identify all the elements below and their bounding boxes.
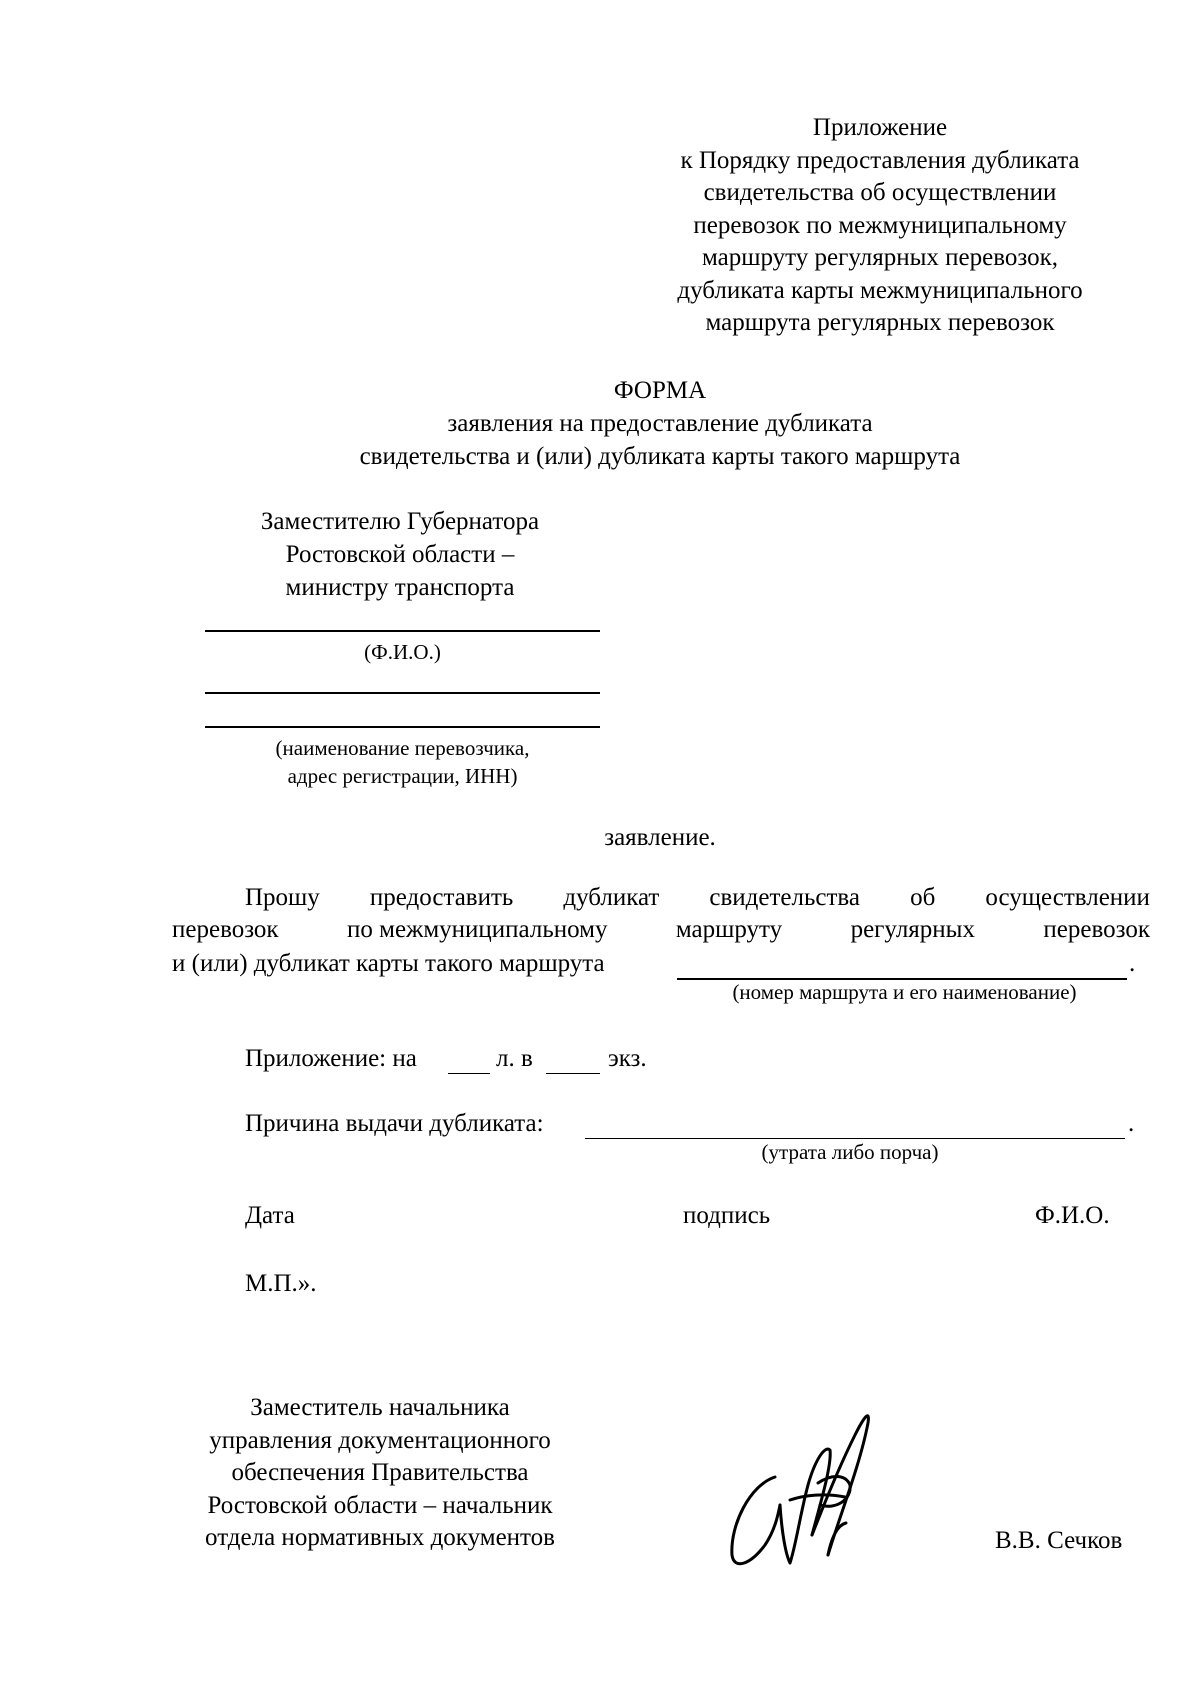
request-word: перевозок — [1043, 916, 1150, 943]
attachment-suffix: экз. — [608, 1045, 647, 1072]
appendix-line: перевозок по межмуниципальному — [693, 211, 1067, 239]
fio-label: Ф.И.О. — [1035, 1202, 1110, 1229]
reason-label: Причина выдачи дубликата: — [245, 1110, 544, 1137]
stamp-mark: М.П.». — [245, 1270, 317, 1297]
attachment-mid: л. в — [496, 1045, 533, 1072]
statement-word: заявление. — [604, 824, 716, 851]
form-subtitle-line: заявления на предоставление дубликата — [447, 410, 873, 437]
addressee-line: Ростовской области – — [285, 541, 515, 568]
signatory-title-line: управления документационного — [209, 1426, 551, 1454]
request-word: Прошу — [245, 884, 320, 911]
carrier-blank-line-2[interactable] — [205, 726, 600, 728]
attachment-prefix: Приложение: на — [245, 1045, 417, 1072]
appendix-line: маршруту регулярных перевозок, — [702, 244, 1058, 271]
route-caption: (номер маршрута и его наименование) — [732, 980, 1077, 1004]
request-line-2 — [172, 916, 1150, 944]
request-word: перевозок — [172, 916, 279, 943]
request-word: об — [910, 884, 936, 911]
route-end-period: . — [1129, 950, 1136, 977]
request-word: по межмуниципальному — [347, 916, 608, 943]
signatory-title-line: Ростовской области – начальник — [207, 1491, 553, 1519]
request-word: регулярных — [850, 916, 975, 943]
date-label: Дата — [245, 1202, 295, 1229]
request-word: дубликат — [563, 884, 660, 911]
appendix-line: Приложение — [812, 114, 948, 141]
request-line-1 — [245, 884, 1150, 912]
appendix-line: к Порядку предоставления дубликата — [680, 146, 1080, 174]
appendix-line: дубликата карты межмуниципального — [677, 276, 1083, 304]
carrier-caption-line: адрес регистрации, ИНН) — [287, 764, 518, 788]
request-word: предоставить — [369, 884, 514, 911]
carrier-caption-line: (наименование перевозчика, — [275, 736, 530, 760]
request-word: осуществлении — [985, 884, 1150, 911]
attachment-copies-blank[interactable] — [546, 1073, 600, 1074]
request-word: маршруту — [675, 916, 783, 943]
addressee-line: Заместителю Губернатора — [260, 508, 540, 535]
appendix-line: маршрута регулярных перевозок — [705, 309, 1055, 336]
handwritten-signature — [720, 1405, 880, 1575]
reason-blank-line[interactable] — [585, 1138, 1125, 1139]
appendix-block — [630, 112, 1130, 340]
signature-label: подпись — [683, 1202, 771, 1229]
form-heading: ФОРМА — [613, 377, 707, 404]
fio-caption: (Ф.И.О.) — [364, 640, 441, 664]
reason-end-period: . — [1128, 1110, 1135, 1137]
signatory-title-line: отдела нормативных документов — [205, 1524, 555, 1551]
attachment-pages-blank[interactable] — [448, 1073, 490, 1074]
addressee-block — [200, 505, 600, 604]
request-line-3: и (или) дубликат карты такого маршрута — [172, 950, 605, 977]
form-title-block — [0, 374, 1200, 473]
request-word: свидетельства — [709, 884, 860, 911]
reason-caption: (утрата либо порча) — [761, 1140, 939, 1164]
signatory-name: В.В. Сечков — [995, 1527, 1123, 1554]
signatory-block — [170, 1392, 590, 1555]
carrier-caption — [205, 734, 600, 790]
addressee-line: министру транспорта — [285, 574, 515, 601]
form-subtitle-line: свидетельства и (или) дубликата карты такого маршрута — [359, 443, 961, 470]
carrier-blank-line-1[interactable] — [205, 692, 600, 694]
appendix-line: свидетельства об осуществлении — [703, 179, 1057, 206]
signatory-title-line: обеспечения Правительства — [231, 1459, 529, 1486]
fio-blank-line[interactable] — [205, 630, 600, 632]
signatory-title-line: Заместитель начальника — [250, 1394, 510, 1421]
